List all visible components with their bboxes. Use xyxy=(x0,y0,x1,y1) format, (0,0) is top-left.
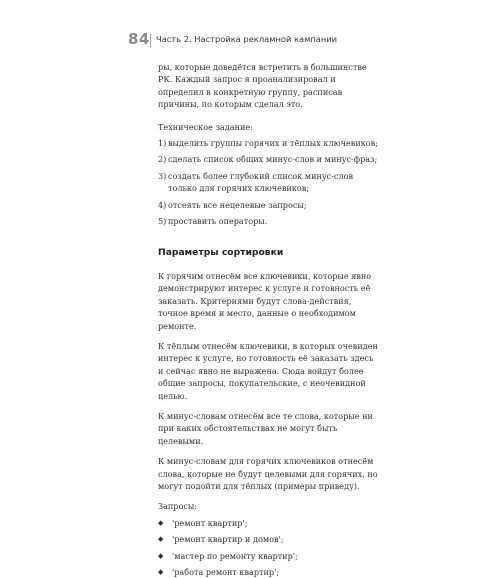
task-text: создать более глубокий список минус-слов только для горячих ключевиков; xyxy=(168,170,354,194)
query-item xyxy=(158,533,380,545)
section-heading: Параметры сортировки xyxy=(158,247,284,259)
query-text: 'ремонт квартир и домов'; xyxy=(172,534,284,545)
diamond-bullet-icon: ◆ xyxy=(158,551,164,560)
task-item xyxy=(158,199,380,211)
body-paragraph: К минус-словам отнесём все те слова, которые ни при каких обстоятельствах не могут быть целевыми. xyxy=(158,410,373,446)
task-item xyxy=(158,170,380,195)
intro-paragraph: ры, которые доведётся встретить в большинстве РК. Каждый запрос я проанализировал и определил в конкретную группу, расписав причины, по которым сделал это. xyxy=(158,62,367,110)
page-body xyxy=(158,61,380,578)
task-text: выделить группы горячих и тёплых ключевиков; xyxy=(168,138,378,149)
queries-label: Запросы: xyxy=(158,501,198,512)
diamond-bullet-icon: ◆ xyxy=(158,535,164,544)
task-number: 4) xyxy=(158,199,167,210)
query-text: 'мастер по ремонту квартир'; xyxy=(172,550,298,561)
page-number: 84 xyxy=(128,30,150,48)
task-label: Техническое задание: xyxy=(158,121,253,132)
task-number: 1) xyxy=(158,138,167,149)
query-item xyxy=(158,517,380,529)
page-header xyxy=(128,30,378,52)
body-paragraph: К минус-словам для горячих ключевиков отнесём слова, которые не будут целевыми для горячих, но могут подойти для тёплых (примеры приведу). xyxy=(158,456,378,491)
query-text: 'ремонт квартир'; xyxy=(172,517,248,528)
task-item xyxy=(158,215,380,227)
header-divider xyxy=(150,34,151,47)
query-item xyxy=(158,566,380,578)
task-item xyxy=(158,137,380,149)
diamond-bullet-icon: ◆ xyxy=(158,568,164,576)
task-item xyxy=(158,153,380,165)
task-text: отсеять все нецелевые запросы; xyxy=(168,199,307,210)
task-text: сделать список общих минус-слов и минус-фраз; xyxy=(168,154,378,165)
task-number: 5) xyxy=(158,216,167,227)
body-paragraph: К горячим отнесём все ключевики, которые явно демонстрируют интерес к услуге и готовность её заказать. Критериями будут слова-действия, точное время и место, данные о необходимом ремонте. xyxy=(158,270,372,331)
task-text: проставить операторы. xyxy=(168,216,268,227)
running-head: Часть 2. Настройка рекламной кампании xyxy=(156,34,338,44)
query-item xyxy=(158,550,380,562)
body-paragraph: К тёплым отнесём ключевики, в которых очевиден интерес к услуге, но готовность её заказать здесь и сейчас явно не выражена. Сюда войдут более общие запросы, покупательские, с неочевидной целью. xyxy=(158,340,378,401)
task-number: 3) xyxy=(158,170,167,181)
diamond-bullet-icon: ◆ xyxy=(158,518,164,527)
query-text: 'работа ремонт квартир'; xyxy=(172,567,280,577)
task-number: 2) xyxy=(158,154,167,165)
